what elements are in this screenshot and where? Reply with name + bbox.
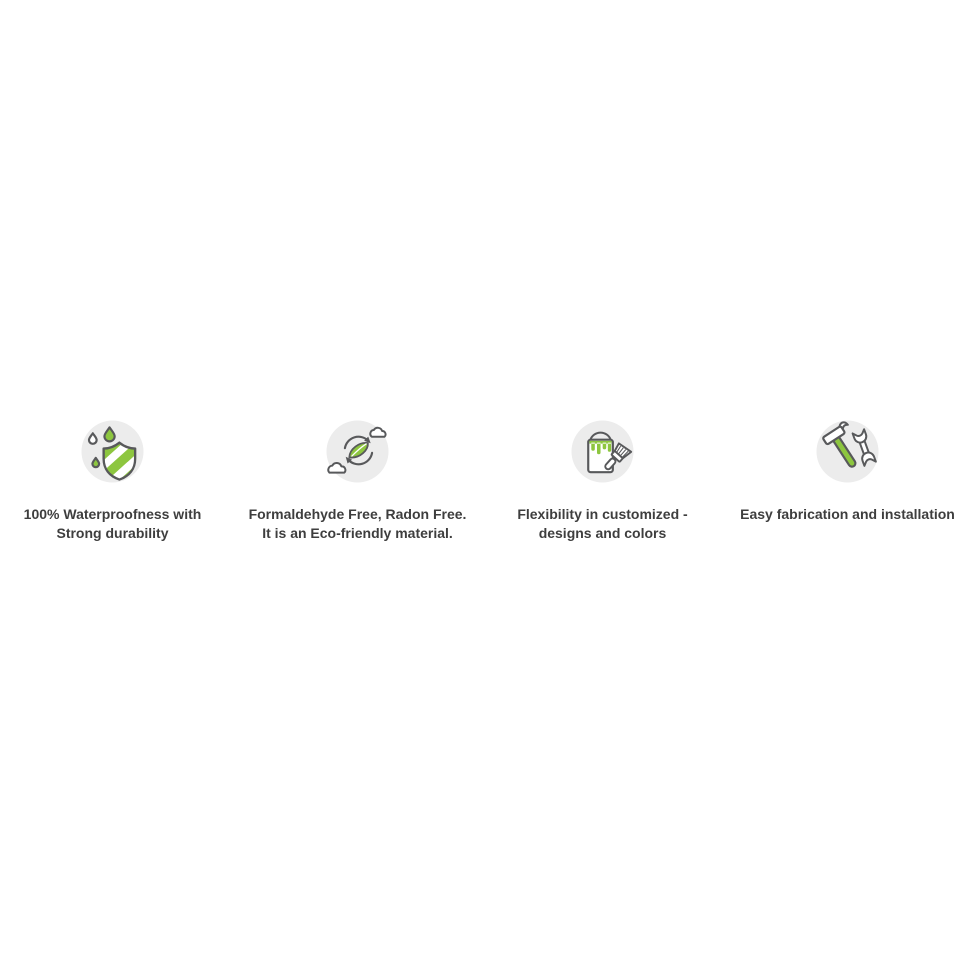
hammer-wrench-icon [816, 420, 879, 483]
feature-caption-installation [740, 505, 955, 524]
feature-eco-friendly [235, 420, 480, 543]
paint-bucket-brush-icon [571, 420, 634, 483]
caption-line: Strong durability [56, 525, 169, 541]
feature-caption-customization [517, 505, 687, 543]
feature-caption-waterproofness [24, 505, 202, 543]
caption-line: Flexibility in customized - [517, 506, 688, 522]
feature-waterproofness [0, 420, 235, 543]
caption-line: 100% Waterproofness with [23, 506, 202, 522]
eco-recycle-leaf-icon-graphic [326, 420, 389, 483]
feature-caption-eco-friendly [249, 505, 467, 543]
waterproof-shield-icon [81, 420, 144, 483]
features-row [0, 420, 960, 543]
eco-recycle-leaf-icon [326, 420, 389, 483]
feature-customization [480, 420, 725, 543]
paint-bucket-brush-icon-graphic [571, 420, 634, 483]
waterproof-shield-icon-graphic [81, 420, 144, 483]
feature-installation [725, 420, 960, 543]
hammer-wrench-icon-graphic [816, 420, 879, 483]
caption-line: designs and colors [538, 525, 667, 541]
caption-line: Easy fabrication and installation [740, 506, 955, 522]
caption-line: Formaldehyde Free, Radon Free. [248, 506, 467, 522]
caption-line: It is an Eco-friendly material. [262, 525, 453, 541]
